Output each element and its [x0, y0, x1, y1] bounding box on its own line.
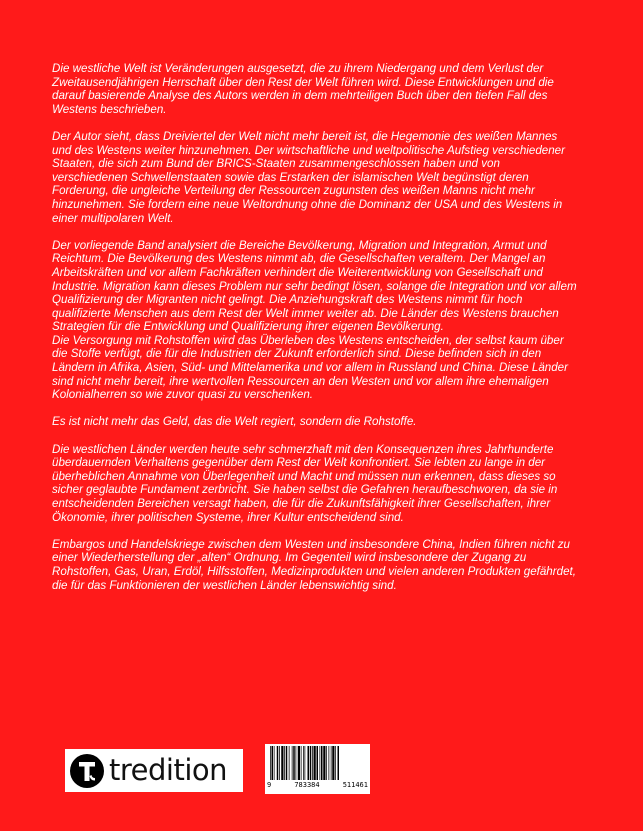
barcode-bar: [301, 746, 302, 780]
barcode-digit-group: 9: [267, 781, 272, 789]
barcode-bar: [277, 746, 279, 780]
barcode-bar: [308, 746, 310, 780]
barcode-digit-group: 783384: [294, 781, 320, 789]
barcode-bar: [331, 746, 332, 780]
barcode-bar: [314, 746, 316, 780]
paragraph-population: Der vorliegende Band analysiert die Bereiche Bevölkerung, Migration und Integration, Armut und Reichtum. Die Bevölkerung des Westens nimmt ab, die Gesellschaften veraltem. Der Mangel an Arbeitskräften und vor allem Fachkräften verhindert die Weiterentwicklung von Gesellschaft und Industrie. Migration kann dieses Problem nur sehr bedingt lösen, solange die Integration und vor allem Qualifizierung der Migranten nicht gelingt. Die Anziehungskraft des Westens nimmt für hoch qualifizierte Menschen aus dem Rest der Welt immer weiter ab. Die Länder des Westens brauchen Strategien für die Entwicklung und Qualifizierung ihrer eigenen Bevölkerung.: [52, 238, 577, 334]
barcode-bar: [317, 746, 319, 780]
barcode-bar: [274, 746, 275, 780]
barcode-bar: [298, 746, 300, 780]
paragraph-embargos: Embargos und Handelskriege zwischen dem Westen und insbesondere China, Indien führen nicht zu einer Wiederherstellung der „alten“ Ordnung. Im Gegenteil wird insbesondere der Zugang zu Rohstoffen, Gas, Uran, Erdöl, Hilfsstoffen, Medizinprodukten und vielen anderen Produkten gefährdet, die für das Funktionieren der westlichen Länder lebenswichtig sind.: [52, 537, 576, 592]
barcode-bar: [332, 746, 334, 780]
barcode-bar: [326, 746, 327, 780]
paragraph-intro: Die westliche Welt ist Veränderungen ausgesetzt, die zu ihrem Niedergang und dem Verlust der Zweitausendjährigen Herrschaft über den Rest der Welt führen wird. Diese Entwicklungen und die darauf basierende Analyse des Autors werden in dem mehrteiligen Buch über den tiefen Fall des Westens beschrieben.: [52, 62, 554, 116]
barcode-bar: [272, 746, 274, 780]
barcode-bar: [292, 746, 293, 780]
barcode-bar: [320, 746, 321, 780]
barcode-digit-group: 511461: [342, 781, 368, 789]
barcode-bar: [338, 746, 340, 780]
barcode-bar: [289, 746, 290, 780]
back-cover-blurb: [52, 62, 577, 606]
tredition-t-logo-icon: [70, 754, 104, 788]
barcode-bar: [293, 746, 295, 780]
paragraph-resources: Die Versorgung mit Rohstoffen wird das Überleben des Westens entscheiden, der selbst kaum über die Stoffe verfügt, die für die Industrien der Zukunft erforderlich sind. Diese befinden sich in den Ländern in Afrika, Asien, Süd- und Mittelamerika und vor allem in Russland und China. Diese Länder sind nicht mehr bereit, ihre wertvollen Ressourcen an den Westen und vor allem ihre ehemaligen Kolonialherren so wie zuvor quasi zu verschenken.: [52, 333, 568, 402]
barcode-bars: [265, 744, 370, 781]
barcode-bar: [335, 746, 336, 780]
barcode-bar: [310, 746, 312, 780]
publisher-logo: [65, 749, 243, 792]
barcode-bar: [284, 746, 285, 780]
paragraph-money-statement: Es ist nicht mehr das Geld, das die Welt regiert, sondern die Rohstoffe.: [52, 415, 417, 429]
barcode-bar: [286, 746, 288, 780]
paragraph-consequences: Die westlichen Länder werden heute sehr schmerzhaft mit den Konsequenzen ihres Jahrhunderte überdauernden Verhaltens gegenüber dem Rest der Welt konfrontiert. Sie lebten zu lange in der überheblichen Annahme von Überlegenheit und Macht und müssen nun erkennen, dass dieses so sicher geglaubte Fundament zerbricht. Sie haben selbst die Gefahren heraufbeschworen, da sie in entscheidenden Bereichen versagt haben, die für die Zukunftsfähigkeit ihrer Gesellschaften, ihrer Ökonomie, ihrer politischen Systeme, ihrer Kultur entscheidend sind.: [52, 442, 558, 524]
barcode-bar: [329, 746, 330, 780]
barcode-bar: [281, 746, 283, 780]
barcode-bar: [312, 746, 313, 780]
barcode-bar: [270, 746, 271, 780]
barcode-bar: [279, 746, 280, 780]
publisher-name: tredition: [109, 753, 228, 787]
barcode-bar: [305, 746, 306, 780]
barcode-digits: [265, 781, 370, 789]
isbn-barcode: [265, 744, 370, 794]
barcode-bar: [303, 746, 304, 780]
barcode-bar: [296, 746, 297, 780]
barcode-bar: [321, 746, 323, 780]
paragraph-hegemony: Der Autor sieht, dass Dreiviertel der Welt nicht mehr bereit ist, die Hegemonie des weißen Mannes und des Westens weiter hinzunehmen. Der wirtschaftliche und weltpolitische Aufstieg verschiedener Staaten, die sich zum Bund der BRICS-Staaten zusammengeschlossen haben und von verschiedenen Schwellenstaaten sowie das Erstarken der islamischen Welt begünstigt deren Forderung, die ungleiche Verteilung der Ressourcen zugunsten des weißen Manns nicht mehr hinzunehmen. Sie fordern eine neue Weltordnung ohne die Dominanz der USA und des Westens in einer multipolaren Welt.: [52, 129, 565, 225]
barcode-bar: [323, 746, 325, 780]
